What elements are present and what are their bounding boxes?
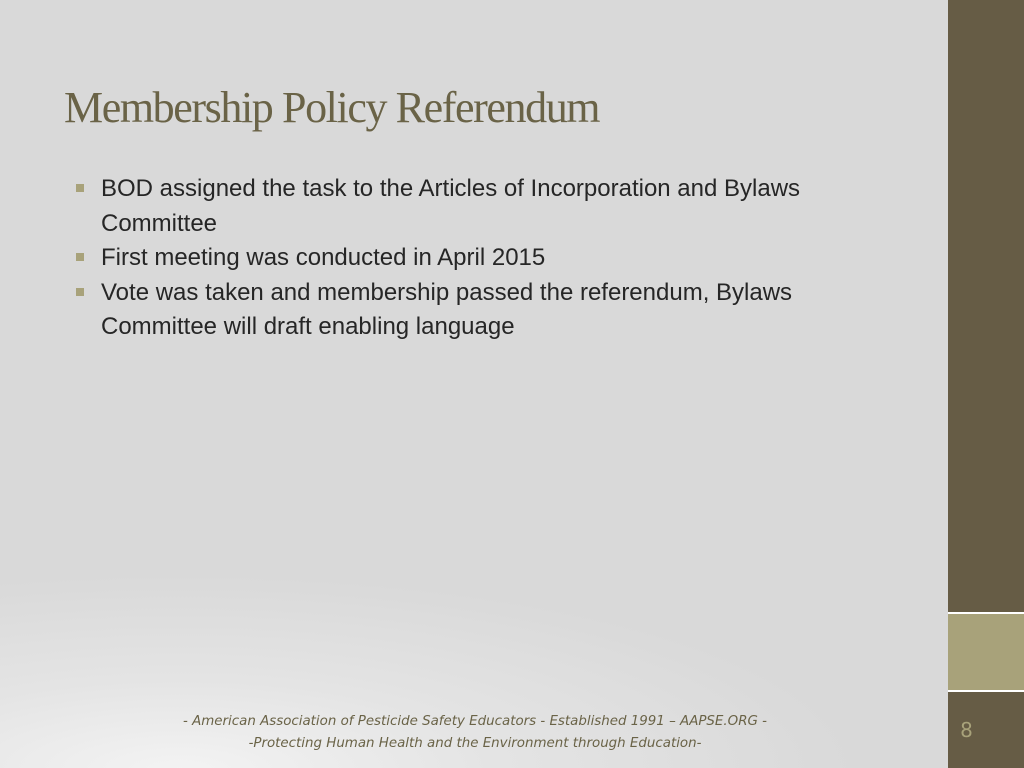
- square-bullet-icon: [76, 184, 84, 192]
- bullet-item: [74, 172, 834, 241]
- slide-title: Membership Policy Referendum: [64, 83, 600, 132]
- bullet-list: [74, 172, 834, 345]
- bullet-item: [74, 241, 834, 276]
- bullet-text: First meeting was conducted in April 2015: [101, 244, 546, 271]
- sidebar-dark-block: [948, 0, 1024, 612]
- footer-organization-line: - American Association of Pesticide Safety Educators - Established 1991 – AAPSE.ORG -: [183, 714, 767, 729]
- bullet-text: Vote was taken and membership passed the referendum, Bylaws Committee will draft enabling language: [101, 278, 793, 340]
- bullet-text: BOD assigned the task to the Articles of Incorporation and Bylaws Committee: [101, 175, 801, 237]
- square-bullet-icon: [76, 288, 84, 296]
- decorative-sidebar: [948, 0, 1024, 768]
- bullet-item: [74, 276, 834, 345]
- sidebar-accent-block: [948, 614, 1024, 690]
- footer-tagline: -Protecting Human Health and the Environment through Education-: [248, 736, 702, 751]
- slide-number: 8: [960, 718, 973, 742]
- square-bullet-icon: [76, 253, 84, 261]
